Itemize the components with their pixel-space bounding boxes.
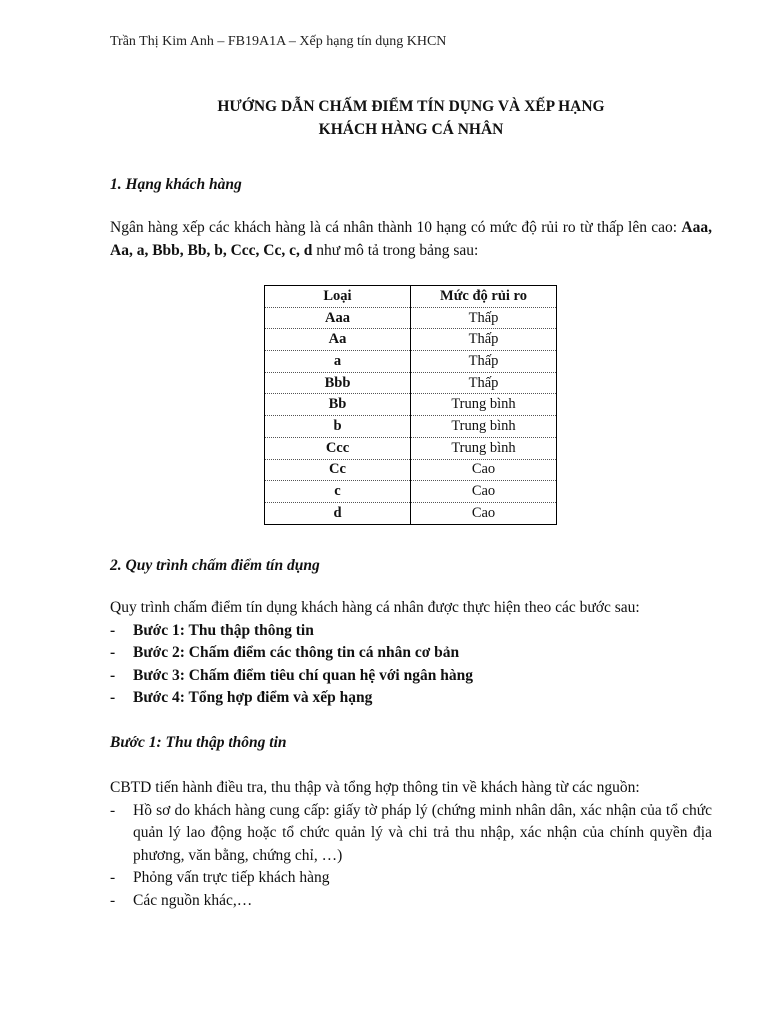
column-header-grade: Loại bbox=[265, 286, 411, 308]
list-item bbox=[110, 620, 712, 643]
bullet-dash: - bbox=[110, 801, 116, 819]
step-1-heading: Bước 1: Thu thập thông tin bbox=[110, 734, 287, 751]
bullet-dash: - bbox=[110, 621, 116, 639]
document-title bbox=[110, 95, 712, 141]
risk-cell: Trung bình bbox=[411, 437, 557, 459]
risk-cell: Thấp bbox=[411, 372, 557, 394]
process-steps bbox=[110, 597, 712, 710]
table-row bbox=[265, 481, 557, 503]
bullet-dash: - bbox=[110, 644, 116, 662]
grade-table bbox=[264, 285, 557, 525]
table-header-row bbox=[265, 286, 557, 308]
intro-text-end: như mô tả trong bảng sau: bbox=[312, 242, 479, 259]
page-header: Trần Thị Kim Anh – FB19A1A – Xếp hạng tín dụng KHCN bbox=[110, 34, 447, 49]
step-label: Bước 1: Thu thập thông tin bbox=[133, 621, 314, 639]
risk-cell: Thấp bbox=[411, 307, 557, 329]
list-item bbox=[110, 890, 712, 913]
table-row bbox=[265, 416, 557, 438]
risk-cell: Cao bbox=[411, 459, 557, 481]
risk-cell: Trung bình bbox=[411, 416, 557, 438]
grade-cell: d bbox=[265, 502, 411, 524]
source-label: Phỏng vấn trực tiếp khách hàng bbox=[133, 869, 330, 887]
bullet-dash: - bbox=[110, 689, 116, 707]
grade-cell: Aa bbox=[265, 329, 411, 351]
bullet-dash: - bbox=[110, 666, 116, 684]
bullet-dash: - bbox=[110, 891, 116, 909]
risk-cell: Thấp bbox=[411, 351, 557, 373]
step-label: Bước 3: Chấm điểm tiêu chí quan hệ với ngân hàng bbox=[133, 666, 473, 684]
grade-list: Aaa, Aa, a, Bbb, Bb, b, Ccc, Cc, c, d bbox=[110, 219, 712, 259]
intro-text: Ngân hàng xếp các khách hàng là cá nhân thành 10 hạng có mức độ rủi ro từ thấp lên cao: bbox=[110, 219, 682, 236]
list-item bbox=[110, 800, 712, 868]
title-line-1: HƯỚNG DẪN CHẤM ĐIỂM TÍN DỤNG VÀ XẾP HẠNG bbox=[217, 98, 605, 115]
column-header-risk: Mức độ rủi ro bbox=[411, 286, 557, 308]
source-label: Hồ sơ do khách hàng cung cấp: giấy tờ pháp lý (chứng minh nhân dân, xác nhận của tổ chức quản lý lao động hoặc tổ chức quản lý và chi trả thu nhập, xác nhận của chính quyền địa phương, văn bằng, chứng chỉ, …) bbox=[133, 801, 712, 864]
step-1-intro: CBTD tiến hành điều tra, thu thập và tổng hợp thông tin về khách hàng từ các nguồn: bbox=[110, 779, 640, 796]
table-row bbox=[265, 394, 557, 416]
risk-cell: Cao bbox=[411, 502, 557, 524]
table-row bbox=[265, 329, 557, 351]
grade-cell: Ccc bbox=[265, 437, 411, 459]
table-row bbox=[265, 351, 557, 373]
step-label: Bước 2: Chấm điểm các thông tin cá nhân cơ bản bbox=[133, 644, 460, 662]
grade-cell: Cc bbox=[265, 459, 411, 481]
grade-cell: b bbox=[265, 416, 411, 438]
grade-cell: Bb bbox=[265, 394, 411, 416]
risk-cell: Cao bbox=[411, 481, 557, 503]
risk-cell: Trung bình bbox=[411, 394, 557, 416]
bullet-dash: - bbox=[110, 869, 116, 887]
table-row bbox=[265, 437, 557, 459]
step-label: Bước 4: Tổng hợp điểm và xếp hạng bbox=[133, 689, 373, 707]
list-item bbox=[110, 665, 712, 688]
table-row bbox=[265, 502, 557, 524]
list-item bbox=[110, 687, 712, 710]
source-label: Các nguồn khác,… bbox=[133, 891, 253, 909]
risk-cell: Thấp bbox=[411, 329, 557, 351]
title-line-2: KHÁCH HÀNG CÁ NHÂN bbox=[318, 121, 504, 138]
section-2-intro: Quy trình chấm điểm tín dụng khách hàng cá nhân được thực hiện theo các bước sau: bbox=[110, 599, 640, 616]
grade-cell: Bbb bbox=[265, 372, 411, 394]
list-item bbox=[110, 642, 712, 665]
section-1-intro bbox=[110, 216, 712, 262]
grade-cell: Aaa bbox=[265, 307, 411, 329]
table-row bbox=[265, 459, 557, 481]
list-item bbox=[110, 867, 712, 890]
section-1-heading: 1. Hạng khách hàng bbox=[110, 176, 242, 193]
table-row bbox=[265, 372, 557, 394]
table-row bbox=[265, 307, 557, 329]
section-2-heading: 2. Quy trình chấm điểm tín dụng bbox=[110, 557, 320, 574]
information-sources bbox=[110, 777, 712, 913]
grade-cell: c bbox=[265, 481, 411, 503]
grade-cell: a bbox=[265, 351, 411, 373]
